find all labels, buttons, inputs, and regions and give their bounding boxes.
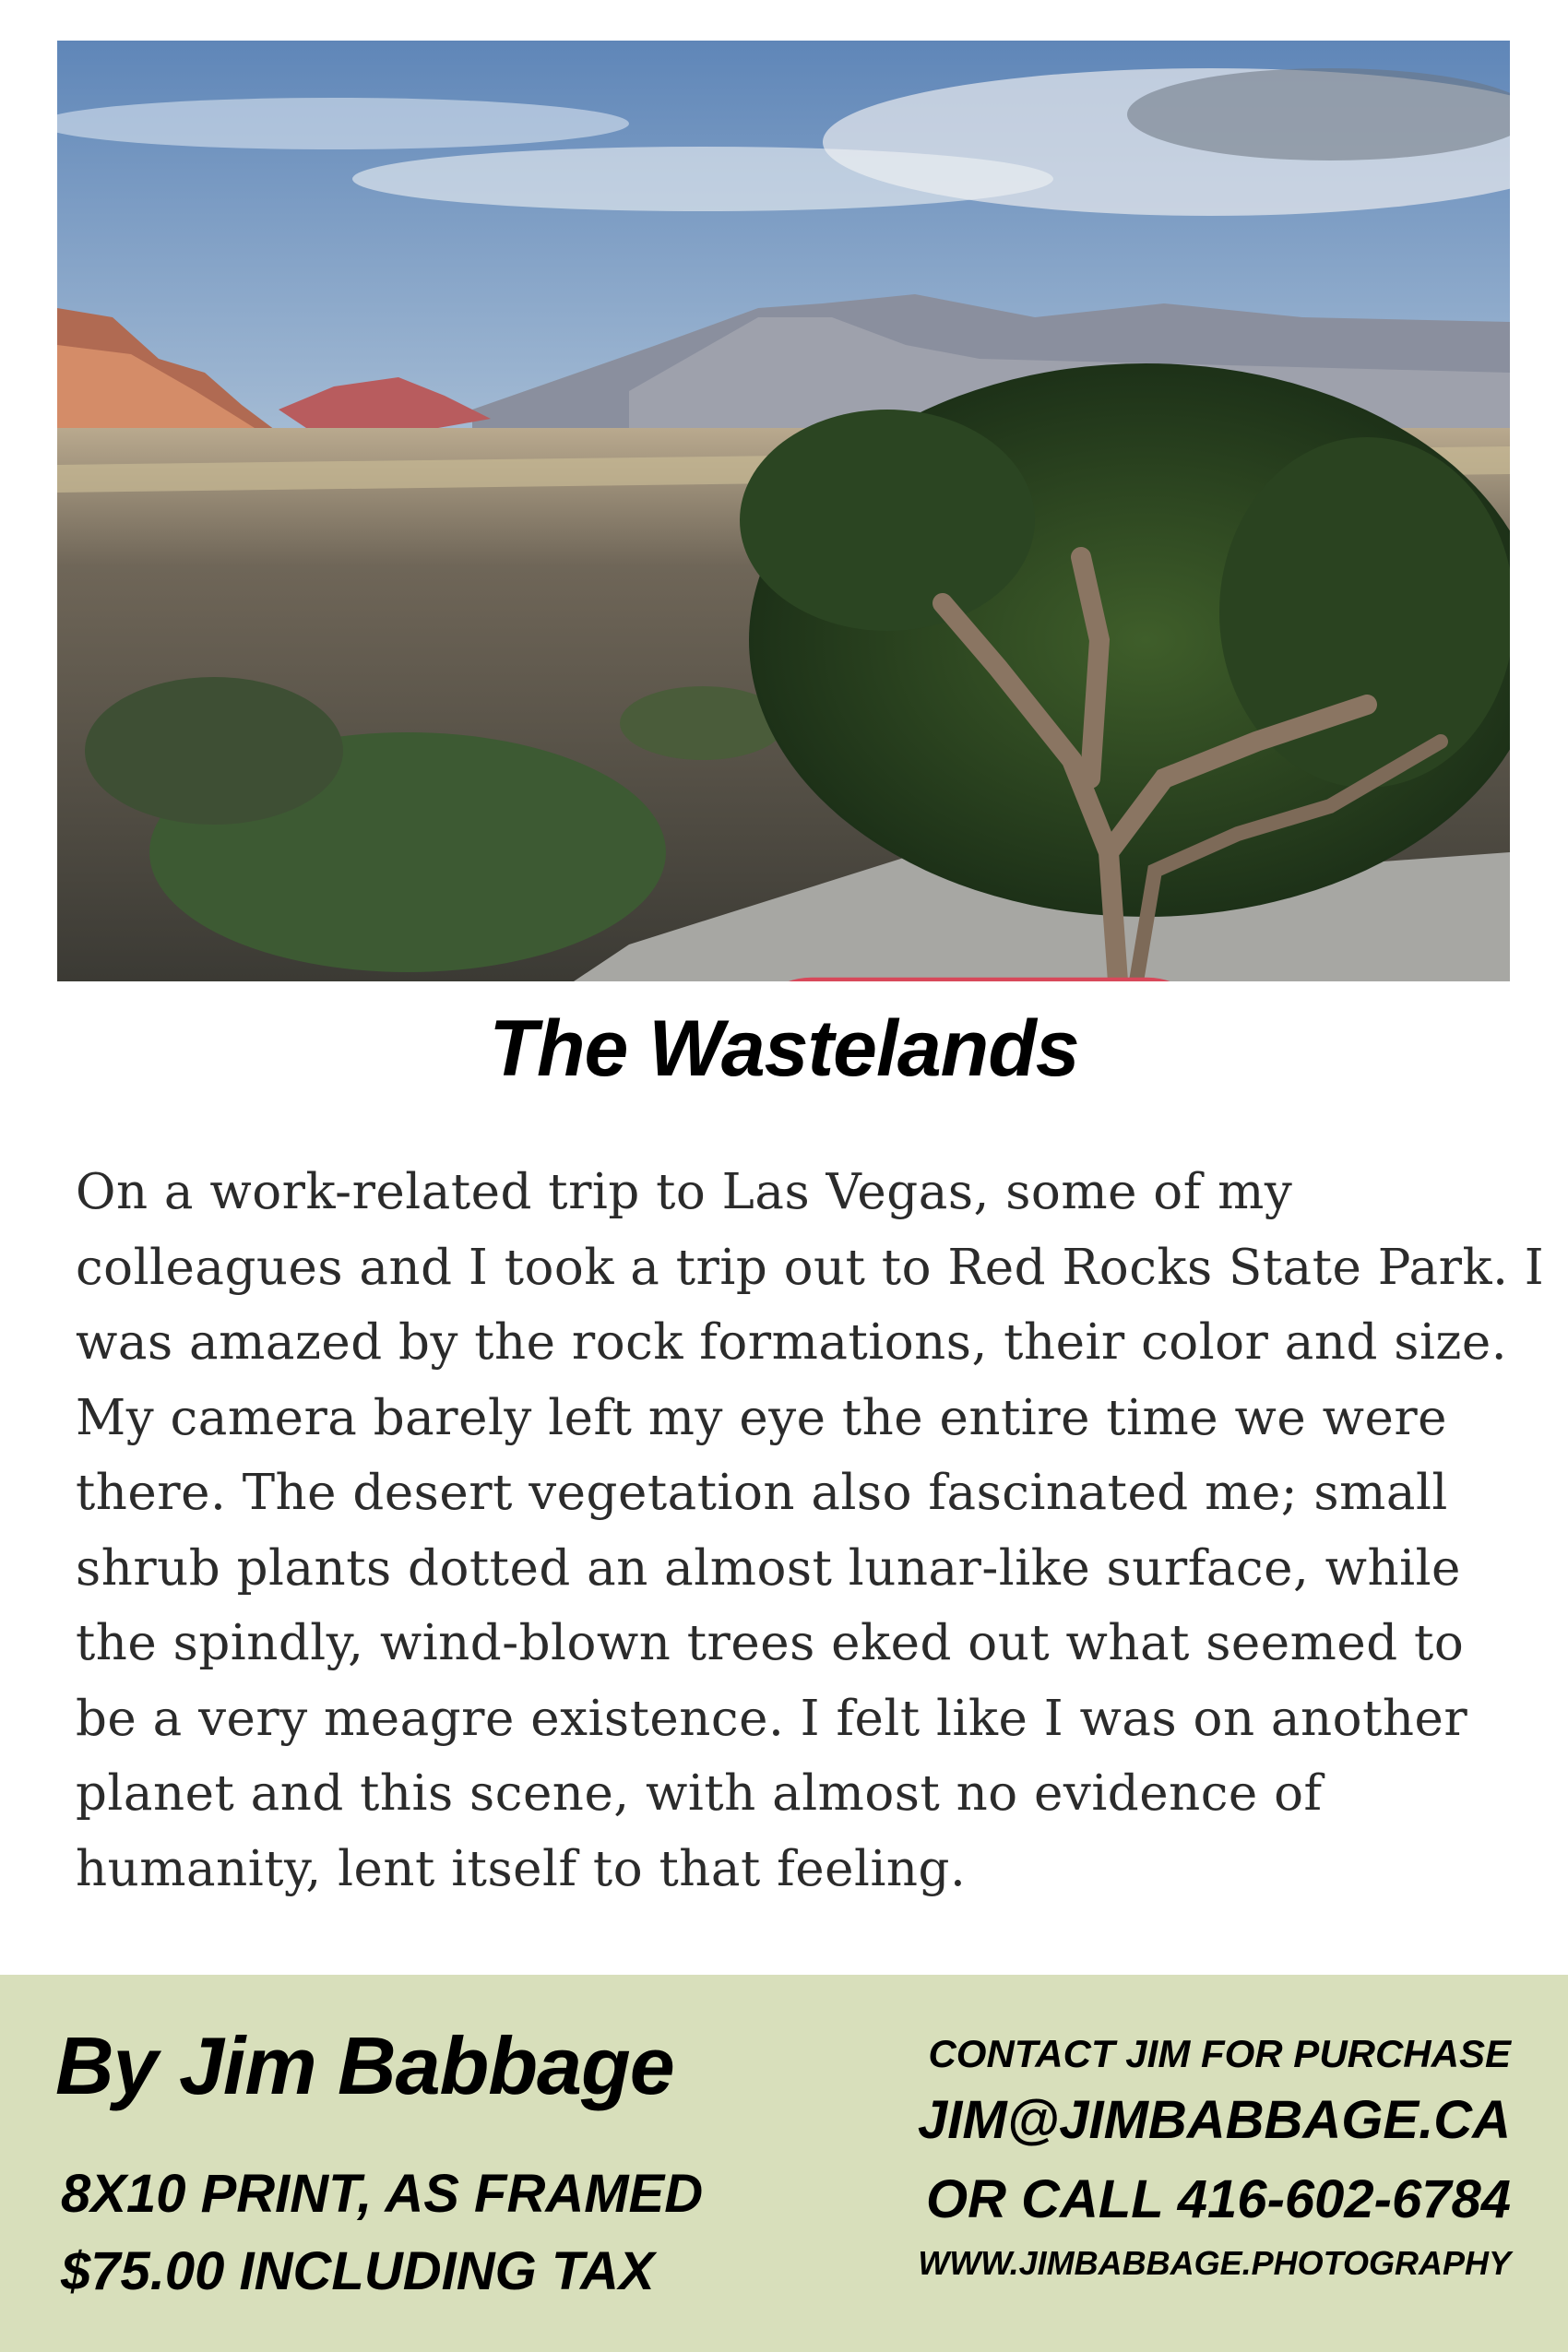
- contact-heading: CONTACT JIM FOR PURCHASE: [928, 2032, 1511, 2075]
- website-link[interactable]: WWW.JIMBABBAGE.PHOTOGRAPHY: [918, 2244, 1511, 2282]
- photographer-byline: By Jim Babbage: [55, 2020, 674, 2111]
- description-line: colleagues and I took a trip out to Red Rocks State Park. I: [76, 1239, 1545, 1296]
- description-line: there. The desert vegetation also fascinated me; small: [76, 1465, 1448, 1521]
- contact-email-link[interactable]: JIM@JIMBABBAGE.CA: [917, 2090, 1511, 2150]
- desert-landscape-image: [57, 41, 1510, 981]
- description-line: humanity, lent itself to that feeling.: [76, 1840, 967, 1897]
- print-size: 8X10 PRINT, AS FRAMED: [61, 2164, 704, 2224]
- description-line: was amazed by the rock formations, their color and size.: [76, 1314, 1508, 1371]
- print-price: $75.00 INCLUDING TAX: [61, 2241, 655, 2301]
- contact-phone[interactable]: OR CALL 416-602-6784: [925, 2169, 1511, 2229]
- description-line: the spindly, wind-blown trees eked out what seemed to: [76, 1615, 1465, 1671]
- artwork-title: The Wastelands: [489, 1004, 1079, 1093]
- description-line: be a very meagre existence. I felt like I was on another: [76, 1690, 1468, 1747]
- camera-jb-logo-icon: [85, 843, 1510, 981]
- landscape-photo: [57, 41, 1510, 981]
- description-line: shrub plants dotted an almost lunar-like surface, while: [76, 1539, 1461, 1597]
- description-line: planet and this scene, with almost no evidence of: [76, 1765, 1323, 1822]
- contact-info: [918, 2028, 1511, 2288]
- description-line: My camera barely left my eye the entire time we were: [76, 1389, 1448, 1446]
- print-info: [61, 2156, 703, 2310]
- purchase-footer: [0, 1975, 1568, 2352]
- description-line: On a work-related trip to Las Vegas, some of my: [76, 1164, 1293, 1220]
- artwork-description: [76, 1155, 1545, 1907]
